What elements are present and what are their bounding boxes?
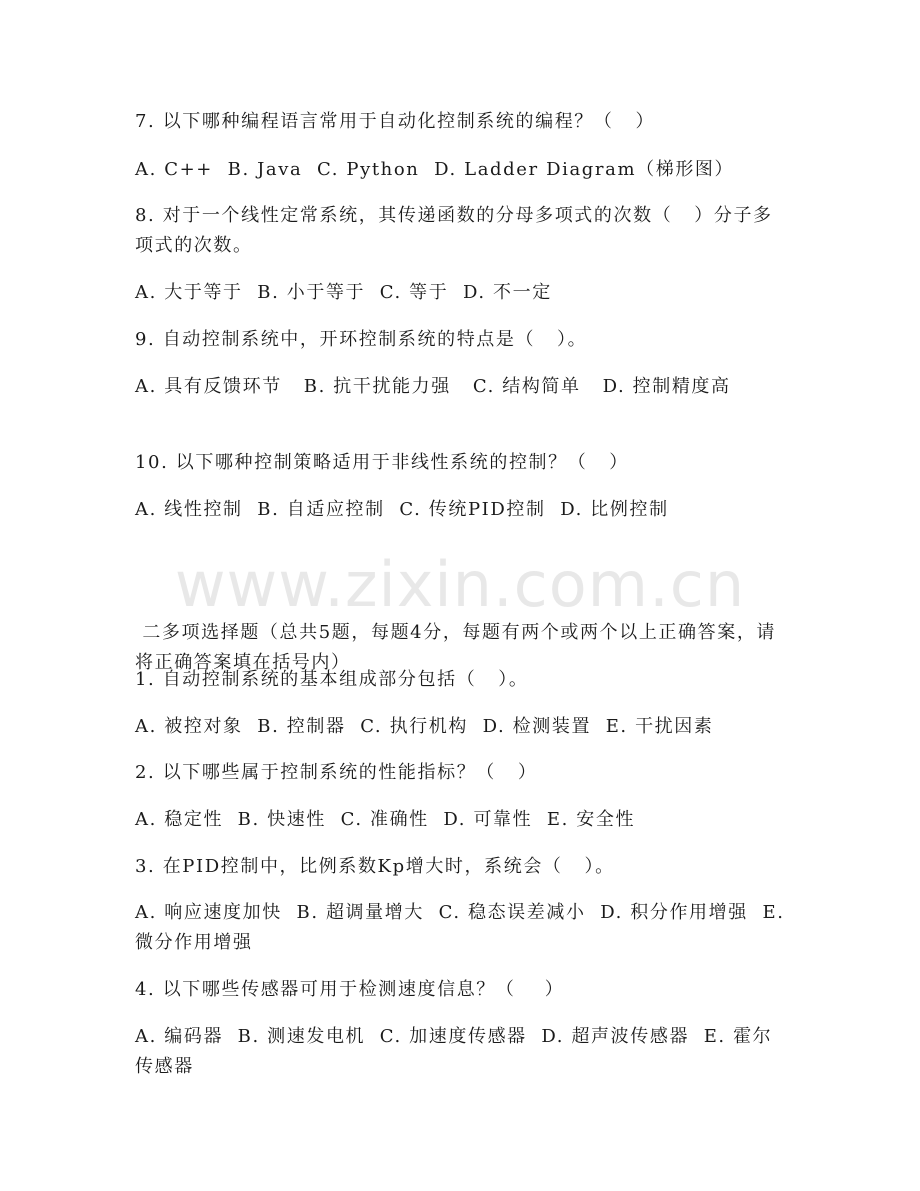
multi-question-2: 2. 以下哪些属于控制系统的性能指标？（ ） — [135, 762, 538, 783]
question-10: 10. 以下哪种控制策略适用于非线性系统的控制？（ ） — [135, 452, 629, 473]
multi-question-3: 3. 在PID控制中，比例系数Kp增大时，系统会（ ）。 — [135, 856, 615, 877]
watermark: www.zixin.com.cn — [174, 548, 746, 621]
multi-question-1: 1. 自动控制系统的基本组成部分包括（ ）。 — [135, 669, 529, 690]
section-2-heading: 二多项选择题（总共5题，每题4分，每题有两个或两个以上正确答案，请将正确答案填在括号内） — [135, 622, 777, 673]
question-8: 8. 对于一个线性定常系统，其传递函数的分母多项式的次数（ ）分子多项式的次数。 — [135, 205, 773, 256]
question-10-options: A. 线性控制 B. 自适应控制 C. 传统PID控制 D. 比例控制 — [135, 499, 669, 520]
question-7-options: A. C++ B. Java C. Python D. Ladder Diagram（梯形图） — [135, 159, 735, 180]
multi-question-3-options: A. 响应速度加快 B. 超调量增大 C. 稳态误差减小 D. 积分作用增强 E. 微分作用增强 — [135, 902, 792, 953]
question-9: 9. 自动控制系统中，开环控制系统的特点是（ ）。 — [135, 329, 588, 350]
question-9-options: A. 具有反馈环节 B. 抗干扰能力强 C. 结构简单 D. 控制精度高 — [135, 376, 731, 397]
multi-question-1-options: A. 被控对象 B. 控制器 C. 执行机构 D. 检测装置 E. 干扰因素 — [135, 716, 714, 737]
multi-question-2-options: A. 稳定性 B. 快速性 C. 准确性 D. 可靠性 E. 安全性 — [135, 809, 636, 830]
question-8-options: A. 大于等于 B. 小于等于 C. 等于 D. 不一定 — [135, 282, 552, 303]
multi-question-4: 4. 以下哪些传感器可用于检测速度信息？（ ） — [135, 979, 565, 1000]
multi-question-4-options: A. 编码器 B. 测速发电机 C. 加速度传感器 D. 超声波传感器 E. 霍尔传感器 — [135, 1026, 773, 1077]
question-7: 7. 以下哪种编程语言常用于自动化控制系统的编程？（ ） — [135, 111, 656, 132]
